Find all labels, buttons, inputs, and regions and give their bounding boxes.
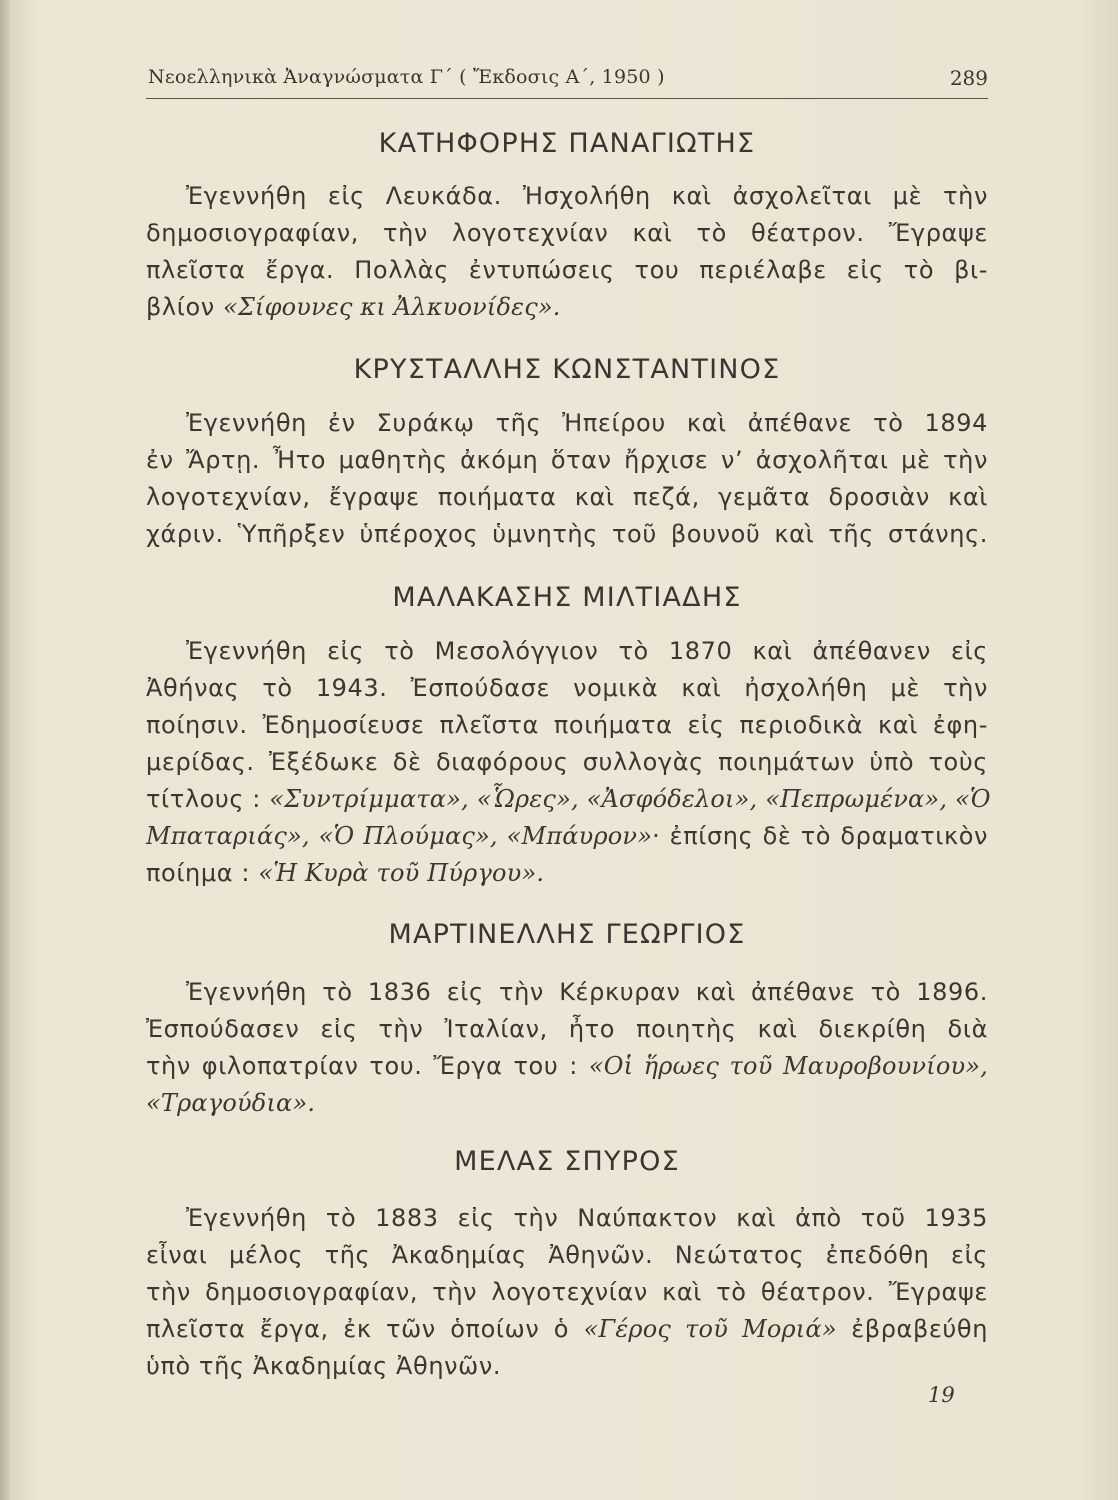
text-fragment: ποίημα : bbox=[146, 859, 259, 887]
section-heading-katiforis: ΚΑΤΗΦΟΡΗΣ ΠΑΝΑΓΙΩΤΗΣ bbox=[378, 128, 756, 159]
text-line bbox=[146, 1311, 988, 1348]
text-line bbox=[146, 855, 988, 892]
section-heading-malakasis: ΜΑΛΑΚΑΣΗΣ ΜΙΛΤΙΑΔΗΣ bbox=[392, 582, 742, 613]
work-title: «Γέρος τοῦ Μοριά» bbox=[583, 1315, 837, 1343]
text-fragment: βλίον bbox=[146, 293, 223, 321]
work-title: «Σίφουνες κι Ἀλκυονίδες». bbox=[222, 293, 561, 321]
text-line bbox=[146, 781, 991, 818]
text-line: εἶναι μέλος τῆς Ἀκαδημίας Ἀθηνῶν. Νεώτατος ἐπεδόθη εἰς bbox=[146, 1241, 988, 1269]
text-line bbox=[146, 289, 988, 326]
work-title: «Οἱ ἥρωες τοῦ Μαυροβουνίου», bbox=[588, 1052, 988, 1080]
text-line: ὑπὸ τῆς Ἀκαδημίας Ἀθηνῶν. bbox=[146, 1352, 502, 1380]
text-line: πλεῖστα ἔργα. Πολλὰς ἐντυπώσεις του περιέλαβε εἰς τὸ βι- bbox=[146, 256, 988, 284]
bio-paragraph-krystallis bbox=[146, 405, 988, 553]
text-line: λογοτεχνίαν, ἔγραψε ποιήματα καὶ πεζά, γεμᾶτα δροσιὰν καὶ bbox=[146, 483, 988, 511]
text-line: Ἀθήνας τὸ 1943. Ἐσπούδασε νομικὰ καὶ ἠσχολήθη μὲ τὴν bbox=[146, 674, 988, 702]
running-head bbox=[146, 62, 988, 99]
text-line: μερίδας. Ἐξέδωκε δὲ διαφόρους συλλογὰς ποιημάτων ὑπὸ τοὺς bbox=[146, 748, 988, 776]
text-line: Ἐγεννήθη τὸ 1836 εἰς τὴν Κέρκυραν καὶ ἀπέθανε τὸ 1896. bbox=[186, 978, 988, 1006]
bio-paragraph-malakasis bbox=[146, 633, 991, 892]
text-line: χάριν. Ὑπῆρξεν ὑπέροχος ὑμνητὴς τοῦ βουνοῦ καὶ τῆς στάνης. bbox=[146, 520, 988, 548]
page-number: 289 bbox=[949, 66, 988, 90]
text-line: δημοσιογραφίαν, τὴν λογοτεχνίαν καὶ τὸ θέατρον. Ἔγραψε bbox=[146, 219, 988, 247]
text-fragment: · ἐπίσης δὲ τὸ δραματικὸν bbox=[652, 822, 988, 850]
text-fragment: πλεῖστα ἔργα, ἐκ τῶν ὁποίων ὁ bbox=[146, 1315, 584, 1343]
section-heading-martinellis: ΜΑΡΤΙΝΕΛΛΗΣ ΓΕΩΡΓΙΟΣ bbox=[388, 919, 746, 950]
text-line: τὴν δημοσιογραφίαν, τὴν λογοτεχνίαν καὶ τὸ θέατρον. Ἔγραψε bbox=[146, 1278, 988, 1306]
folio-signature: 19 bbox=[928, 1383, 955, 1407]
text-line: Ἐγεννήθη τὸ 1883 εἰς τὴν Ναύπακτον καὶ ἀπὸ τοῦ 1935 bbox=[186, 1204, 988, 1232]
bio-paragraph-katiforis bbox=[146, 178, 988, 326]
text-fragment: τίτλους : bbox=[146, 785, 270, 813]
bio-paragraph-martinellis bbox=[146, 974, 988, 1122]
work-titles: Μπαταριάς», «Ὁ Πλούμας», «Μπάυρον» bbox=[146, 822, 653, 850]
text-fragment: τὴν φιλοπατρίαν του. Ἔργα του : bbox=[146, 1052, 589, 1080]
section-heading-melas: ΜΕΛΑΣ ΣΠΥΡΟΣ bbox=[454, 1146, 680, 1177]
text-fragment: ἐβραβεύθη bbox=[836, 1315, 989, 1343]
section-heading-krystallis: ΚΡΥΣΤΑΛΛΗΣ ΚΩΝΣΤΑΝΤΙΝΟΣ bbox=[353, 354, 781, 385]
text-line: Ἐσπούδασεν εἰς τὴν Ἰταλίαν, ἦτο ποιητὴς καὶ διεκρίθη διὰ bbox=[146, 1015, 988, 1043]
work-title: «Ἡ Κυρὰ τοῦ Πύργου». bbox=[258, 859, 545, 887]
text-line: ἐν Ἄρτῃ. Ἦτο μαθητὴς ἀκόμη ὅταν ἤρχισε ν’ ἀσχολῆται μὲ τὴν bbox=[146, 446, 988, 474]
text-line: Ἐγεννήθη ἐν Συράκῳ τῆς Ἠπείρου καὶ ἀπέθανε τὸ 1894 bbox=[186, 409, 988, 437]
running-head-title: Νεοελληνικὰ Ἀναγνώσματα Γ΄ ( Ἔκδοσις Α΄, 1950 ) bbox=[148, 66, 665, 88]
text-line bbox=[146, 818, 988, 855]
work-title: «Τραγούδια». bbox=[146, 1089, 316, 1117]
text-line: ποίησιν. Ἐδημοσίευσε πλεῖστα ποιήματα εἰς περιοδικὰ καὶ ἐφη- bbox=[146, 711, 988, 739]
binding-edge bbox=[0, 0, 10, 1500]
text-line: Ἐγεννήθη εἰς Λευκάδα. Ἠσχολήθη καὶ ἀσχολεῖται μὲ τὴν bbox=[186, 182, 988, 210]
bio-paragraph-melas bbox=[146, 1200, 988, 1385]
text-line bbox=[146, 1085, 988, 1122]
text-line bbox=[146, 1048, 988, 1085]
work-titles: «Συντρίμματα», «Ὧρες», «Ἀσφόδελοι», «Πεπρωμένα», «Ὁ bbox=[269, 785, 991, 813]
text-line: Ἐγεννήθη εἰς τὸ Μεσολόγγιον τὸ 1870 καὶ ἀπέθανεν εἰς bbox=[186, 637, 988, 665]
